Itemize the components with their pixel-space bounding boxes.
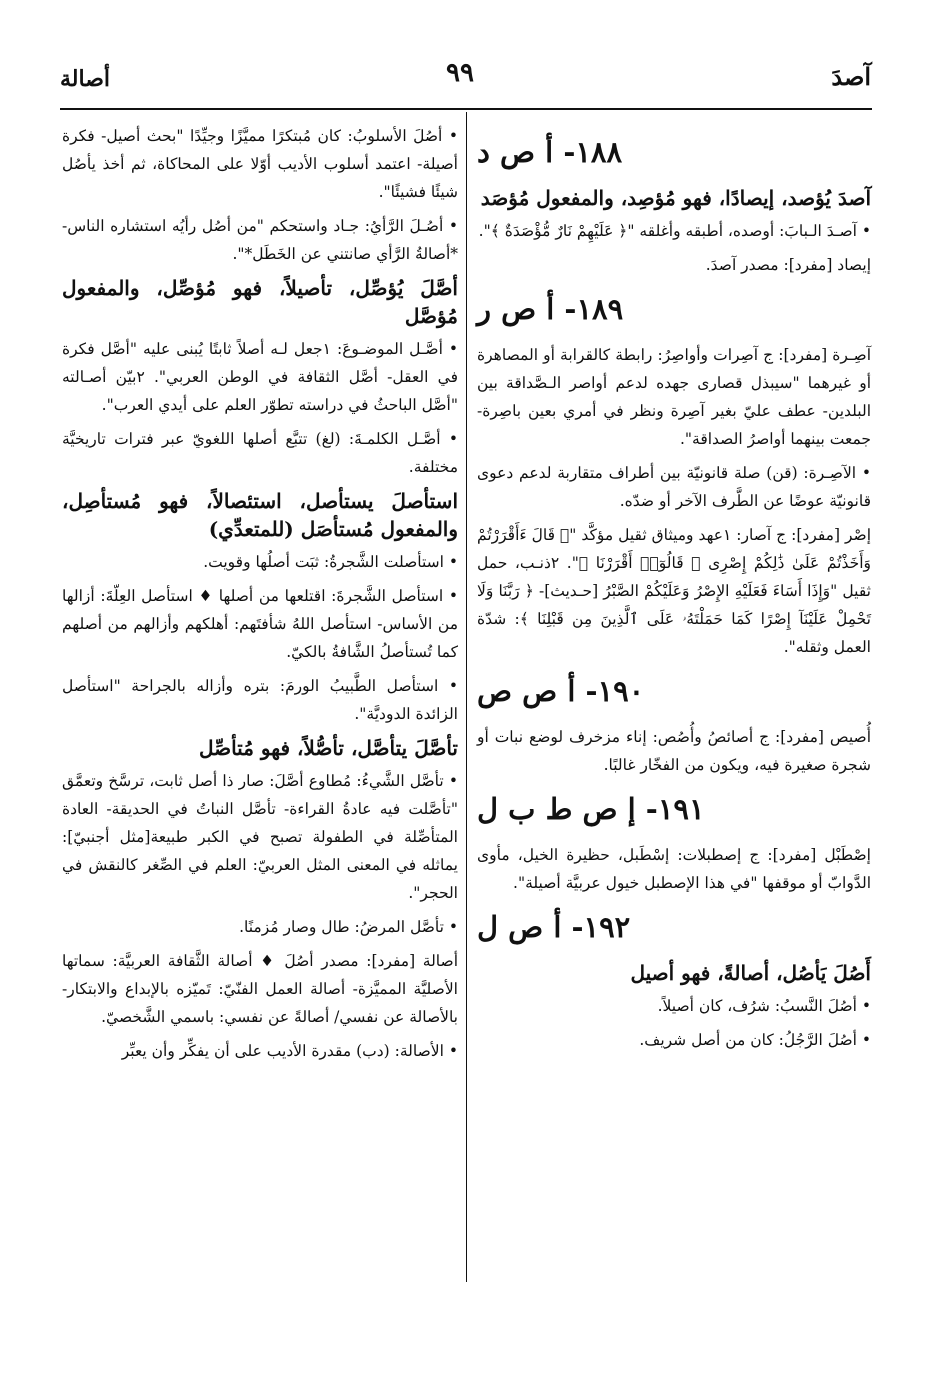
header-rule	[60, 108, 872, 110]
entry-sense: • أصَّـل الكلمـةَ: (لغ) تتبَّع أصلها اللغويّ عبر فترات تاريخيَّة مختلفة.	[62, 430, 458, 476]
entry-headword: أصَّلَ يُؤصِّل، تأصيلاً، فهو مُؤصِّل، والمفعول مُؤصَّل	[62, 276, 458, 328]
column-divider	[466, 112, 467, 1282]
root-heading: ١٩٢- أ ص ل	[477, 910, 631, 944]
page-number: ٩٩	[446, 58, 474, 88]
root-heading: ١٨٩- أ ص ر	[477, 292, 624, 326]
root-heading: ١٩٠- أ ص ص	[477, 674, 645, 708]
entry-sense: • أصُـلَ الرَّأيُ: جـاد واستحكم "من أصُل رأيُه استشاره الناس- *أصالةُ الرَّأي صانتني عن الخَطَل*".	[62, 217, 458, 263]
right-column	[477, 122, 871, 1060]
entry-sense: • الأصالة: (دب) مقدرة الأديب على أن يفكِّر وأن يعبِّر	[121, 1042, 458, 1060]
header-guide-word-right: آصدَ	[831, 62, 871, 91]
entry-sense: • استأصلت الشَّجرةُ: ثبَت أصلُها وقويت.	[203, 553, 458, 571]
entry-sense: • تأصَّل الشَّيءُ: مُطاوع أصَّلَ: صار ذا أصل ثابت، ترسَّخ وتعمَّق "تأصَّلت فيه عادةُ القراءة- تأصَّل النباتُ في الحديقة- العادة المتأصِّلة في الطفولة تصبح في الكبر طبيعة[مثل أجنبيّ]: يماثله في المعنى المثل العربيّ: العلم في الصِّغر كالنقش في الحجر".	[62, 772, 458, 902]
entry-sense: • أصُلَ النَّسبُ: شرُف، كان أصيلاً.	[657, 997, 871, 1015]
entry-headword: تأصَّلَ يتأصَّل، تأصُّلاً، فهو مُتأصِّل	[198, 736, 458, 760]
entry-sense: • تأصَّل المرضُ: طال وصار مُزمنًا.	[239, 918, 458, 936]
entry-headword: آصدَ يُؤصد، إيصادًا، فهو مُؤصِد، والمفعول مُؤصَد	[480, 186, 871, 210]
entry-text: أصالة [مفرد]: مصدر أصُلَ ♦ أصالة الثَّقافة العربيَّة: سماتها الأصليَّة المميَّزة- أصالة العمل الفنّيّ: تَميّزه بالإبداع والابتكار- بالأصالة عن نفسي/ أصالةً عن نفسي: باسمي الشَّخصيّ.	[62, 952, 458, 1026]
entry-sense: • أصَّـل الموضـوعَ: ١جعل لـه أصلاً ثابتًا يُبنى عليه "أصَّل فكرة في العقل- أصَّل الثقافة في الوطن العربي". ٢بيّن أصـالته "أصَّل الباحثُ في دراسته تطوّر العلم على أيدي العرب".	[62, 340, 458, 414]
entry-headword: أَصُلَ يَأصُل، أصالةً، فهو أصيل	[630, 961, 871, 985]
root-heading: ١٨٨- أ ص د	[477, 135, 623, 169]
root-heading: ١٩١- إ ص ط ب ل	[477, 792, 705, 826]
entry-sense: • الآصِـرة: (قن) صلة قانونيّة بين أطراف متقاربة لدعم دعوى قانونيّة عوضًا عن الطَّرف الآخر أو ضدّه.	[477, 464, 871, 510]
entry-sense: • أصُلَ الرَّجُلُ: كان من أصل شريف.	[639, 1031, 871, 1049]
entry-sense: • استأصل الشَّجرةَ: اقتلعها من أصلها ♦ استأصل العِلّةَ: أزالها من الأساس- استأصل اللهُ شأفتَهم: أهلكهم وأزالهم من أصلهم كما تُستأصلُ الشَّافةُ بالكيّ.	[62, 587, 458, 661]
entry-text: إصْر [مفرد]: ج آصار: ١عهد وميثاق ثقيل مؤكَّد "﴿ قَالَ ءَأَقْرَرْتُمْ وَأَخَذْتُمْ عَلَىٰ ذَٰلِكُمْ إِصْرِى ۖ قَالُوٓا۟ أَقْرَرْنَا ﴾". ٢ذنـب، حمل ثقيل "وَإِذَا أَسَاءَ فَعَلَيْهِ الإِصْرُ وَعَلَيْكُمْ الصَّبْرُ [حـديث]- ﴿ رَبَّنَا وَلَا تَحْمِلْ عَلَيْنَآ إِصْرًا كَمَا حَمَلْتَهُۥ عَلَى ٱلَّذِينَ مِن قَبْلِنَا ﴾: شدّة العمل وثقله".	[477, 526, 872, 656]
entry-sense: • آصـدَ الـبابَ: أوصده، أطبقه وأغلقه "﴿ عَلَيْهِمْ نَارٌ مُّؤْصَدَةٌ ﴾".	[478, 222, 871, 240]
entry-headword: استأصلَ يستأصل، استئصالاً، فهو مُستأصِل، والمفعول مُستأصَل (للمتعدِّي)	[62, 489, 458, 541]
entry-sense: • أصُلَ الأسلوبُ: كان مُبتكرًا مميَّزًا وجيِّدًا "بحث أصيل- فكرة أصيلة- اعتمد أسلوب الأديب أوّلا على المحاكاة، ثم أخذ يأصُل شيئًا فشيئًا".	[62, 127, 458, 201]
entry-text: إيصاد [مفرد]: مصدر آصدَ.	[705, 256, 871, 274]
entry-text: إصْطَبْل [مفرد]: ج إصطبلات: إسْطَبل، حظيرة الخيل، مأوى الدَّوابّ أو موقفها "في هذا الإصطبل خيول عربيَّة أصيلة".	[477, 846, 871, 892]
entry-sense: • استأصل الطَّبيبُ الورمَ: بتره وأزاله بالجراحة "استأصل الزائدة الدوديَّة".	[62, 677, 458, 723]
entry-text: آصِـرة [مفرد]: ج آصِرات وأواصِرُ: رابطة كالقرابة أو المصاهرة أو غيرهما "سيبذل قصارى جهده لدعم أواصر الـصَّداقة بين البلدين- عطف عليّ بغير آصِرة ونظر في أمري بعين باصِرة- جمعت بينهما أواصرُ الصداقة".	[477, 346, 871, 448]
left-column	[62, 122, 458, 1071]
header-guide-word-left: أصالة	[60, 66, 110, 92]
entry-text: أُصيص [مفرد]: ج أصائصُ وأُصُص: إناء مزخرف لوضع نبات أو شجرة صغيرة فيه، ويكون من الفخّار غالبًا.	[477, 728, 871, 774]
